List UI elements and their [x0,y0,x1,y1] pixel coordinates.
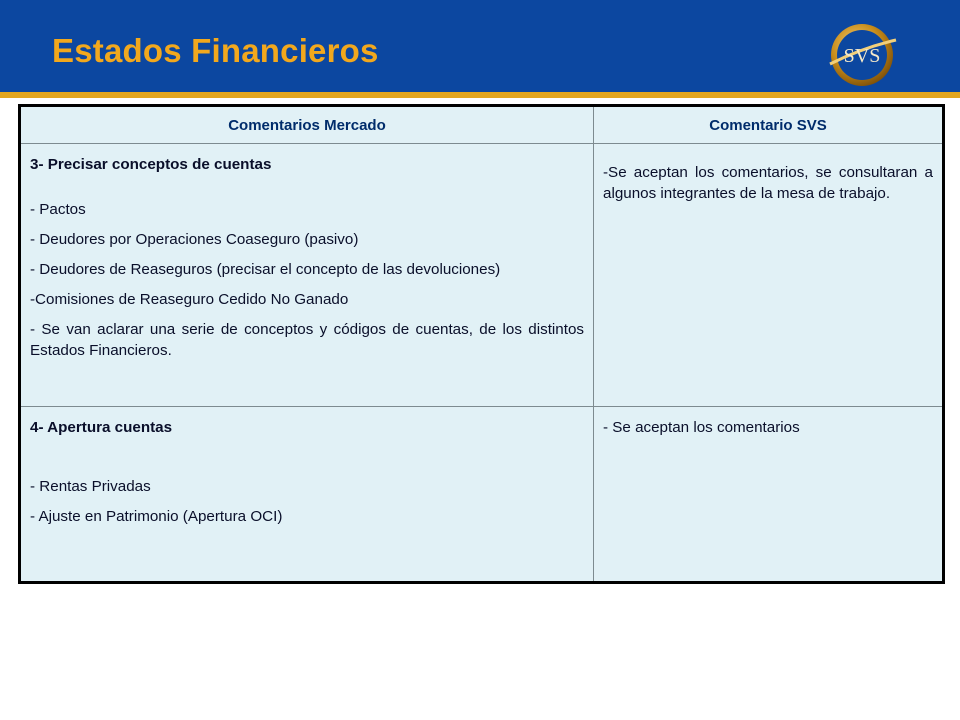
column-header-svs: Comentario SVS [594,106,944,144]
mercado-cell [20,407,594,583]
list-item: - Deudores por Operaciones Coaseguro (pasivo) [30,231,359,248]
list-item: - Rentas Privadas [30,478,151,495]
list-item: -Comisiones de Reaseguro Cedido No Ganado [30,291,349,308]
list-item: - Se van aclarar una serie de conceptos y códigos de cuentas, de los distintos Estados Financieros. [30,321,584,359]
svs-logo-text: SVS [843,45,881,67]
mercado-cell [20,144,594,407]
svs-comment: - Se aceptan los comentarios [603,419,800,436]
list-item: - Ajuste en Patrimonio (Apertura OCI) [30,508,283,525]
page-title: Estados Financieros [52,32,379,69]
svs-cell [594,407,944,583]
table-row [20,144,944,407]
column-header-mercado: Comentarios Mercado [20,106,594,144]
list-item: - Pactos [30,201,86,218]
row-heading: 4- Apertura cuentas [30,419,173,436]
table-row [20,407,944,583]
svs-cell [594,144,944,407]
svs-comment: -Se aceptan los comentarios, se consultaran a algunos integrantes de la mesa de trabajo. [603,164,933,202]
comments-table [18,104,945,584]
row-heading: 3- Precisar conceptos de cuentas [30,156,272,173]
header-accent-rule [0,92,960,98]
svs-logo [824,18,900,90]
table-header-row [20,106,944,144]
list-item: - Deudores de Reaseguros (precisar el concepto de las devoluciones) [30,261,501,278]
